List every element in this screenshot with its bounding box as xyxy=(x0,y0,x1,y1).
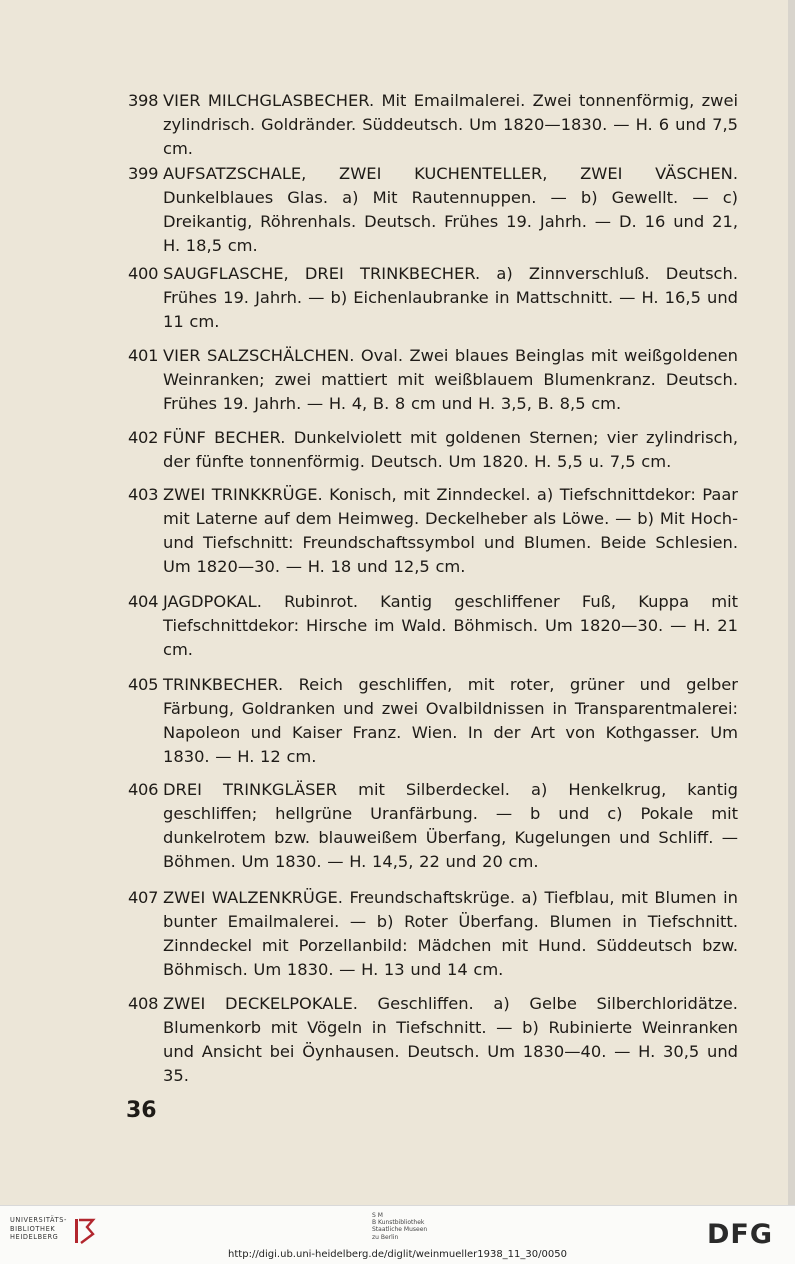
university-emblem-icon xyxy=(73,1216,97,1246)
stamp-line: B Kunstbibliothek xyxy=(372,1219,425,1227)
catalog-entry-398 xyxy=(128,89,738,161)
university-line: HEIDELBERG xyxy=(10,1233,59,1241)
entry-number: 399 xyxy=(128,164,159,183)
catalog-entry-403 xyxy=(128,483,738,579)
entry-number: 398 xyxy=(128,91,159,110)
catalog-entry-408 xyxy=(128,992,738,1088)
permalink-url[interactable]: http://digi.ub.uni-heidelberg.de/diglit/weinmueller1938_11_30/0050 xyxy=(228,1249,567,1260)
catalog-entry-407 xyxy=(128,886,738,982)
entry-text: VIER MILCHGLASBECHER. Mit Emailmalerei. Zwei tonnenförmig, zwei zylindrisch. Goldränder. Süddeutsch. Um 1820—1830. — H. 6 und 7,5 cm. xyxy=(163,91,738,158)
entry-text: ZWEI DECKELPOKALE. Geschliffen. a) Gelbe Silberchloridätze. Blumenkorb mit Vögeln in Tiefschnitt. — b) Rubinierte Weinranken und Ansicht bei Öynhausen. Deutsch. Um 1830—40. — H. 30,5 und 35. xyxy=(163,994,738,1085)
entry-text: JAGDPOKAL. Rubinrot. Kantig geschliffener Fuß, Kuppa mit Tiefschnittdekor: Hirsche im Wald. Böhmisch. Um 1820—30. — H. 21 cm. xyxy=(163,592,738,659)
catalog-entry-401 xyxy=(128,344,738,416)
entry-number: 404 xyxy=(128,592,159,611)
stamp-line: Staatliche Museen xyxy=(372,1226,428,1234)
university-library-logo[interactable] xyxy=(10,1216,72,1242)
catalog-entry-405 xyxy=(128,673,738,769)
entry-text: ZWEI WALZENKRÜGE. Freundschaftskrüge. a) Tiefblau, mit Blumen in bunter Emailmalerei. — b) Roter Überfang. Blumen in Tiefschnitt. Zinndeckel mit Porzellanbild: Mädchen mit Hund. Süddeutsch bzw. Böhmisch. Um 1830. — H. 13 und 14 cm. xyxy=(163,888,738,979)
catalog-entry-402 xyxy=(128,426,738,474)
entry-text: VIER SALZSCHÄLCHEN. Oval. Zwei blaues Beinglas mit weißgoldenen Weinranken; zwei mattiert mit weißblauem Blumenkranz. Deutsch. Frühes 19. Jahrh. — H. 4, B. 8 cm und H. 3,5, B. 8,5 cm. xyxy=(163,346,738,413)
museum-stamp xyxy=(372,1212,462,1241)
entry-text: ZWEI TRINKKRÜGE. Konisch, mit Zinndeckel. a) Tiefschnittdekor: Paar mit Laterne auf dem Heimweg. Deckelheber als Löwe. — b) Mit Hoch- und Tiefschnitt: Freundschaftssymbol und Blumen. Beide Schlesien. Um 1820—30. — H. 18 und 12,5 cm. xyxy=(163,485,738,576)
entry-text: FÜNF BECHER. Dunkelviolett mit goldenen Sternen; vier zylindrisch, der fünfte tonnenförmig. Deutsch. Um 1820. H. 5,5 u. 7,5 cm. xyxy=(163,428,738,471)
entry-number: 408 xyxy=(128,994,159,1013)
entry-text: SAUGFLASCHE, DREI TRINKBECHER. a) Zinnverschluß. Deutsch. Frühes 19. Jahrh. — b) Eichenlaubranke in Mattschnitt. — H. 16,5 und 11 cm. xyxy=(163,264,738,331)
entry-text: DREI TRINKGLÄSER mit Silberdeckel. a) Henkelkrug, kantig geschliffen; hellgrüne Uranfärbung. — b und c) Pokale mit dunkelrotem bzw. blauweißem Überfang, Kugelungen und Schliff. — Böhmen. Um 1830. — H. 14,5, 22 und 20 cm. xyxy=(163,780,738,871)
entry-text: TRINKBECHER. Reich geschliffen, mit roter, grüner und gelber Färbung, Goldranken und zwei Ovalbildnissen in Transparentmalerei: Napoleon und Kaiser Franz. Wien. In der Art von Kothgasser. Um 1830. — H. 12 cm. xyxy=(163,675,738,766)
entry-number: 406 xyxy=(128,780,159,799)
catalog-entry-400 xyxy=(128,262,738,334)
dfg-logo[interactable] xyxy=(705,1220,785,1246)
entry-number: 405 xyxy=(128,675,159,694)
stamp-line: zu Berlin xyxy=(372,1233,399,1241)
university-line: BIBLIOTHEK xyxy=(10,1224,56,1233)
dfg-logo-text: DFG xyxy=(707,1220,774,1246)
stamp-line: S M xyxy=(372,1212,383,1219)
entry-number: 403 xyxy=(128,485,159,504)
catalog-entry-404 xyxy=(128,590,738,662)
catalog-entry-406 xyxy=(128,778,738,874)
entry-number: 401 xyxy=(128,346,159,365)
catalog-entry-399 xyxy=(128,162,738,258)
entry-text: AUFSATZSCHALE, ZWEI KUCHENTELLER, ZWEI VÄSCHEN. Dunkelblaues Glas. a) Mit Rautennuppen. — b) Gewellt. — c) Dreikantig, Röhrenhals. Deutsch. Frühes 19. Jahrh. — D. 16 und 21, H. 18,5 cm. xyxy=(163,164,738,255)
page-edge xyxy=(788,0,795,1205)
university-line: UNIVERSITÄTS- xyxy=(10,1216,67,1224)
entry-number: 400 xyxy=(128,264,159,283)
page-number: 36 xyxy=(126,1098,157,1123)
entry-number: 407 xyxy=(128,888,159,907)
entry-number: 402 xyxy=(128,428,159,447)
